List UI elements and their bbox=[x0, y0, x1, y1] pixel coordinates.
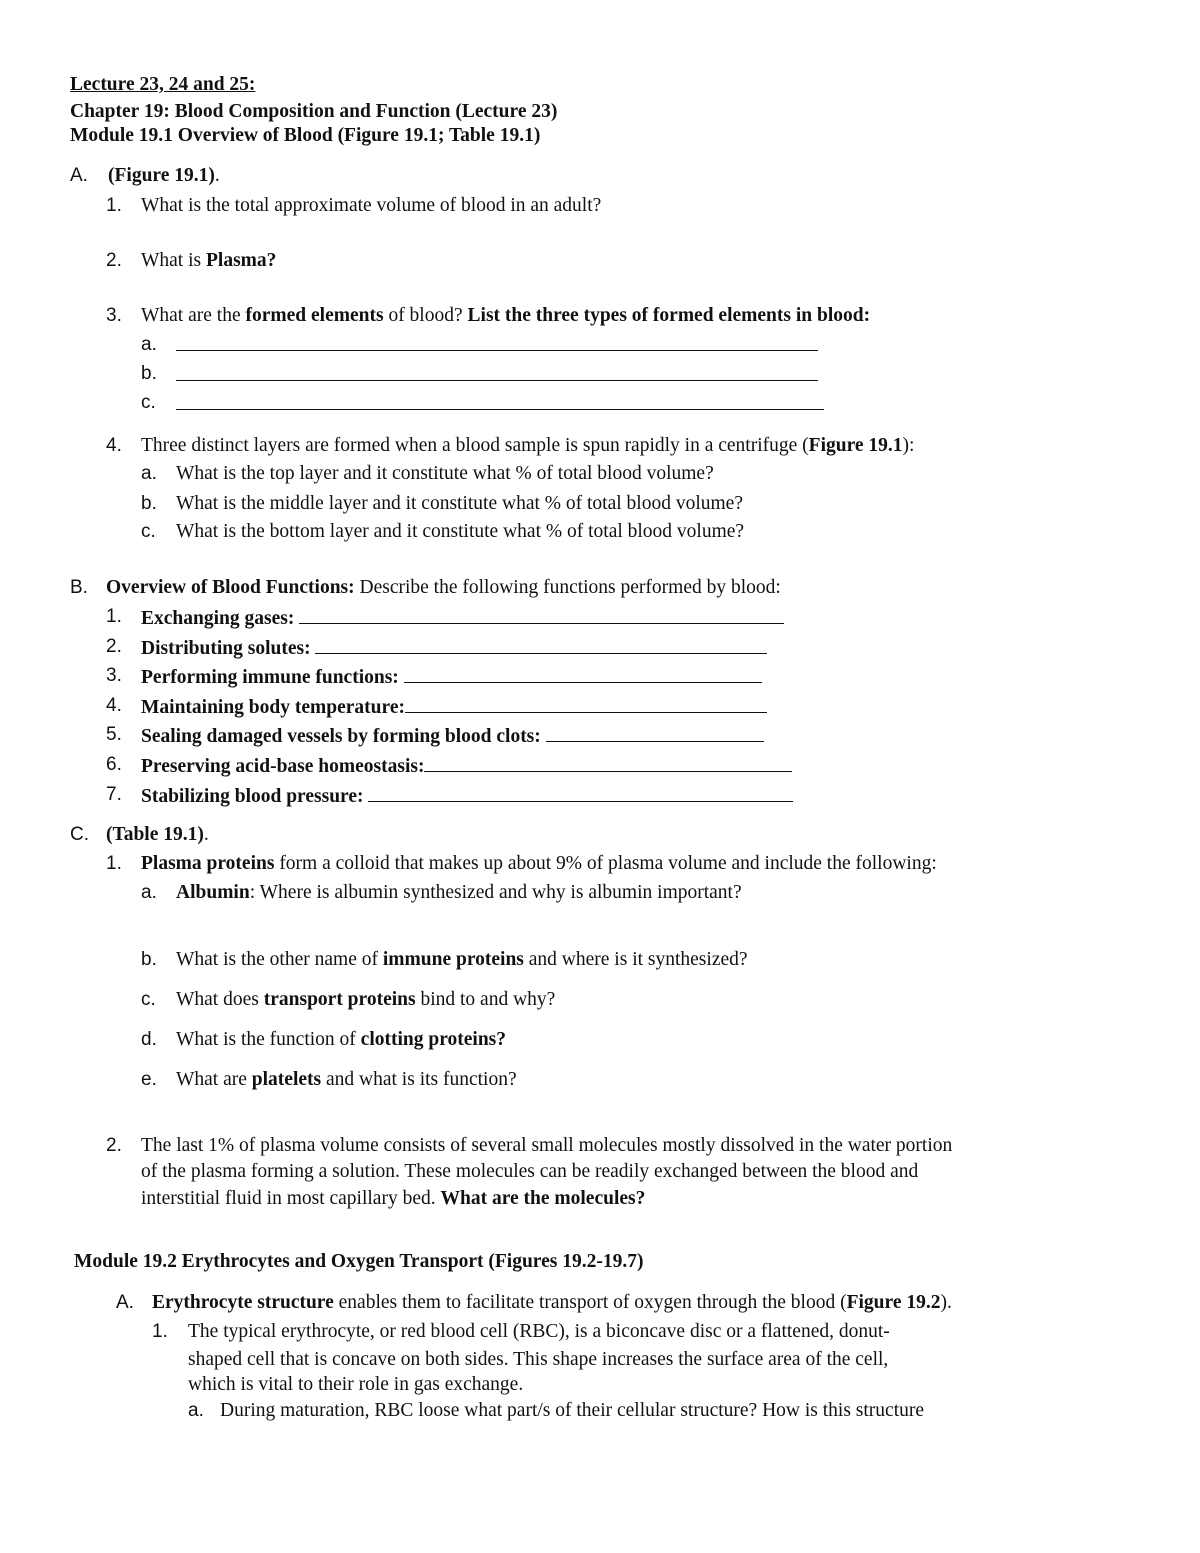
question-text: The last 1% of plasma volume consists of several small molecules mostly dissolved in the water portion bbox=[141, 1135, 953, 1156]
answer-blank[interactable] bbox=[368, 783, 793, 802]
section-a-title: (Figure 19.1). bbox=[108, 165, 220, 186]
question-text: What is Plasma? bbox=[141, 250, 277, 271]
function-label: Performing immune functions: bbox=[141, 664, 762, 690]
sub-question: What is the top layer and it constitute what % of total blood volume? bbox=[176, 463, 714, 484]
answer-blank[interactable] bbox=[404, 664, 762, 683]
question-number: 2. bbox=[106, 250, 122, 271]
section-c-marker: C. bbox=[70, 824, 89, 845]
item-number: 2. bbox=[106, 636, 122, 657]
paragraph-line: The typical erythrocyte, or red blood cell (RBC), is a biconcave disc or a flattened, donut- bbox=[188, 1321, 890, 1342]
answer-blank[interactable] bbox=[176, 380, 818, 381]
answer-blank[interactable] bbox=[176, 350, 818, 351]
section-a-marker: A. bbox=[70, 165, 88, 186]
function-label: Exchanging gases: bbox=[141, 605, 784, 631]
item-number: 6. bbox=[106, 754, 122, 775]
sub-marker: b. bbox=[141, 949, 157, 970]
sub-marker: c. bbox=[141, 989, 156, 1010]
sub-marker: a. bbox=[141, 463, 157, 484]
question-text: of the plasma forming a solution. These molecules can be readily exchanged between the blood and bbox=[141, 1161, 919, 1182]
sub-question: What is the other name of immune proteins and where is it synthesized? bbox=[176, 949, 748, 970]
sub-marker: c. bbox=[141, 521, 156, 542]
sub-question: What is the function of clotting proteins? bbox=[176, 1029, 507, 1050]
sub-marker: c. bbox=[141, 392, 156, 413]
question-text: Three distinct layers are formed when a blood sample is spun rapidly in a centrifuge (Figure 19.1): bbox=[141, 435, 915, 456]
question-number: 1. bbox=[106, 853, 122, 874]
function-label: Distributing solutes: bbox=[141, 635, 767, 661]
module-heading: Module 19.2 Erythrocytes and Oxygen Transport (Figures 19.2-19.7) bbox=[74, 1251, 644, 1272]
sub-question: What are platelets and what is its function? bbox=[176, 1069, 517, 1090]
item-number: 5. bbox=[106, 724, 122, 745]
section-text: Erythrocyte structure enables them to facilitate transport of oxygen through the blood (Figure 19.2). bbox=[152, 1292, 952, 1313]
answer-blank[interactable] bbox=[299, 605, 784, 624]
section-b-marker: B. bbox=[70, 577, 88, 598]
sub-marker: a. bbox=[141, 334, 157, 355]
question-number: 2. bbox=[106, 1135, 122, 1156]
question-text: Plasma proteins form a colloid that makes up about 9% of plasma volume and include the following: bbox=[141, 853, 937, 874]
sub-question: What is the bottom layer and it constitute what % of total blood volume? bbox=[176, 521, 745, 542]
paragraph-line: shaped cell that is concave on both sides. This shape increases the surface area of the cell, bbox=[188, 1349, 889, 1370]
item-number: 3. bbox=[106, 665, 122, 686]
sub-marker: a. bbox=[188, 1400, 204, 1421]
section-marker: A. bbox=[116, 1292, 134, 1313]
item-number: 4. bbox=[106, 695, 122, 716]
sub-marker: a. bbox=[141, 882, 157, 903]
answer-blank[interactable] bbox=[405, 694, 767, 713]
sub-marker: b. bbox=[141, 493, 157, 514]
sub-question: What is the middle layer and it constitute what % of total blood volume? bbox=[176, 493, 743, 514]
sub-marker: e. bbox=[141, 1069, 157, 1090]
question-number: 1. bbox=[106, 195, 122, 216]
function-label: Stabilizing blood pressure: bbox=[141, 783, 793, 809]
paragraph-line: which is vital to their role in gas exchange. bbox=[188, 1374, 524, 1395]
question-text: interstitial fluid in most capillary bed. What are the molecules? bbox=[141, 1188, 646, 1209]
section-c-title: (Table 19.1). bbox=[106, 824, 209, 845]
answer-blank[interactable] bbox=[176, 409, 824, 410]
item-number: 1. bbox=[106, 606, 122, 627]
question-number: 4. bbox=[106, 435, 122, 456]
sub-marker: d. bbox=[141, 1029, 157, 1050]
answer-blank[interactable] bbox=[315, 635, 767, 654]
item-number: 7. bbox=[106, 784, 122, 805]
section-b-title: Overview of Blood Functions: Describe the following functions performed by blood: bbox=[106, 577, 781, 598]
sub-question: Albumin: Where is albumin synthesized and why is albumin important? bbox=[176, 882, 742, 903]
function-label: Maintaining body temperature: bbox=[141, 694, 767, 720]
answer-blank[interactable] bbox=[424, 753, 792, 772]
lecture-heading: Lecture 23, 24 and 25: bbox=[70, 74, 256, 95]
answer-blank[interactable] bbox=[546, 723, 764, 742]
question-number: 1. bbox=[152, 1321, 168, 1342]
sub-question: During maturation, RBC loose what part/s of their cellular structure? How is this structure bbox=[220, 1400, 925, 1421]
function-label: Preserving acid-base homeostasis: bbox=[141, 753, 792, 779]
chapter-heading: Chapter 19: Blood Composition and Function (Lecture 23) bbox=[70, 101, 558, 122]
function-label: Sealing damaged vessels by forming blood clots: bbox=[141, 723, 764, 749]
sub-marker: b. bbox=[141, 363, 157, 384]
question-text: What is the total approximate volume of blood in an adult? bbox=[141, 195, 602, 216]
question-text: What are the formed elements of blood? List the three types of formed elements in blood: bbox=[141, 305, 871, 326]
sub-question: What does transport proteins bind to and why? bbox=[176, 989, 556, 1010]
question-number: 3. bbox=[106, 305, 122, 326]
module-heading: Module 19.1 Overview of Blood (Figure 19.1; Table 19.1) bbox=[70, 125, 541, 146]
